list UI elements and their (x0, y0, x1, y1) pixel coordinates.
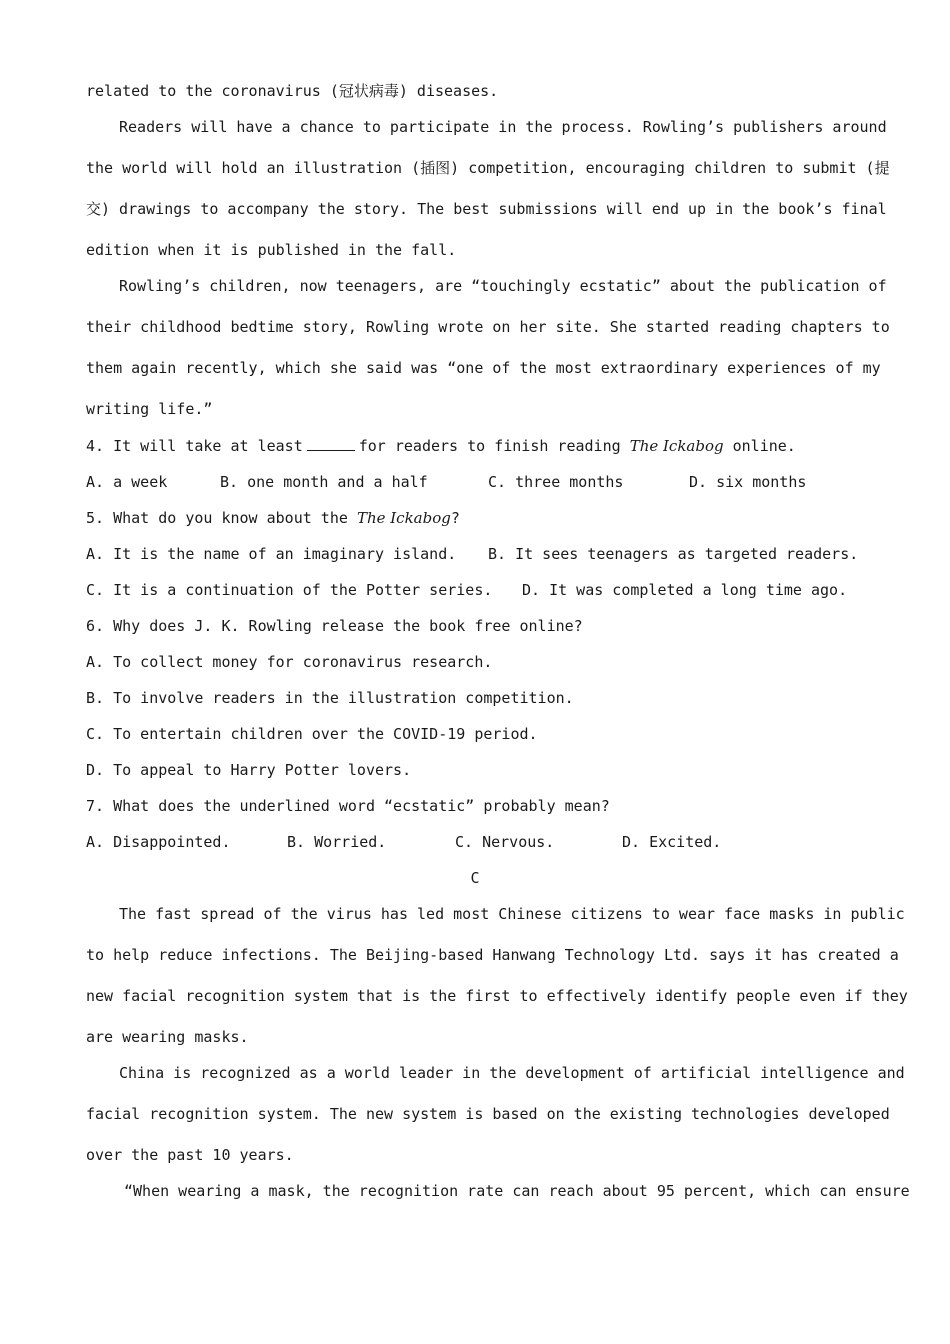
passage-c-line: are wearing masks. (86, 1028, 249, 1046)
passage-c-line: “When wearing a mask, the recognition rate can reach about 95 percent, which can ensure (124, 1182, 910, 1200)
question-5-suffix: ? (450, 509, 460, 527)
question-7-stem: 7. What does the underlined word “ecstatic” probably mean? (86, 797, 610, 815)
passage-b-line: related to the coronavirus (冠状病毒) diseases. (86, 82, 499, 100)
section-heading: C (470, 869, 480, 887)
passage-b-line: writing life.” (86, 400, 213, 418)
book-title: The Ickabog (629, 437, 724, 455)
question-4-suffix: online. (732, 437, 796, 455)
question-4-option-d[interactable]: D. six months (689, 473, 807, 491)
question-6-option-b[interactable]: B. To involve readers in the illustration competition. (86, 689, 574, 707)
passage-c-line: facial recognition system. The new system is based on the existing technologies developed (86, 1105, 890, 1123)
question-4-middle: for readers to finish reading (358, 437, 621, 455)
question-6-option-a[interactable]: A. To collect money for coronavirus research. (86, 653, 493, 671)
passage-b-line: the world will hold an illustration (插图) competition, encouraging children to submit (提 (86, 159, 890, 177)
question-4-stem (86, 436, 858, 456)
passage-b-line: 交) drawings to accompany the story. The best submissions will end up in the book’s final (86, 200, 887, 218)
question-6-stem: 6. Why does J. K. Rowling release the book free online? (86, 617, 583, 635)
passage-c-line: to help reduce infections. The Beijing-based Hanwang Technology Ltd. says it has created a (86, 946, 899, 964)
question-4-option-c[interactable]: C. three months (488, 473, 624, 491)
book-title: The Ickabog (356, 509, 451, 527)
passage-b-line: Rowling’s children, now teenagers, are “touchingly ecstatic” about the publication of (119, 277, 887, 295)
question-4-prefix: 4. It will take at least (86, 437, 303, 455)
passage-b-line: edition when it is published in the fall. (86, 241, 457, 259)
question-5-prefix: 5. What do you know about the (86, 509, 348, 527)
question-6-option-d[interactable]: D. To appeal to Harry Potter lovers. (86, 761, 412, 779)
question-5-option-b[interactable]: B. It sees teenagers as targeted readers. (488, 545, 859, 563)
question-6-option-c[interactable]: C. To entertain children over the COVID-19 period. (86, 725, 538, 743)
question-5-option-a[interactable]: A. It is the name of an imaginary island. (86, 545, 457, 563)
answer-blank (307, 436, 355, 451)
question-4-option-a[interactable]: A. a week (86, 473, 168, 491)
passage-b-line: Readers will have a chance to participate in the process. Rowling’s publishers around (119, 118, 887, 136)
question-5-option-c[interactable]: C. It is a continuation of the Potter series. (86, 581, 493, 599)
question-7-option-d[interactable]: D. Excited. (622, 833, 722, 851)
question-5-option-d[interactable]: D. It was completed a long time ago. (522, 581, 848, 599)
passage-b-line: their childhood bedtime story, Rowling wrote on her site. She started reading chapters to (86, 318, 890, 336)
question-7-option-a[interactable]: A. Disappointed. (86, 833, 231, 851)
question-7-option-b[interactable]: B. Worried. (287, 833, 387, 851)
question-5-stem (86, 508, 858, 528)
passage-c-line: The fast spread of the virus has led most Chinese citizens to wear face masks in public (119, 905, 905, 923)
question-7-option-c[interactable]: C. Nervous. (455, 833, 555, 851)
question-4-option-b[interactable]: B. one month and a half (220, 473, 428, 491)
passage-c-line: China is recognized as a world leader in the development of artificial intelligence and (119, 1064, 905, 1082)
passage-b-line: them again recently, which she said was “one of the most extraordinary experiences of my (86, 359, 881, 377)
passage-c-line: new facial recognition system that is the first to effectively identify people even if they (86, 987, 908, 1005)
passage-c-line: over the past 10 years. (86, 1146, 294, 1164)
